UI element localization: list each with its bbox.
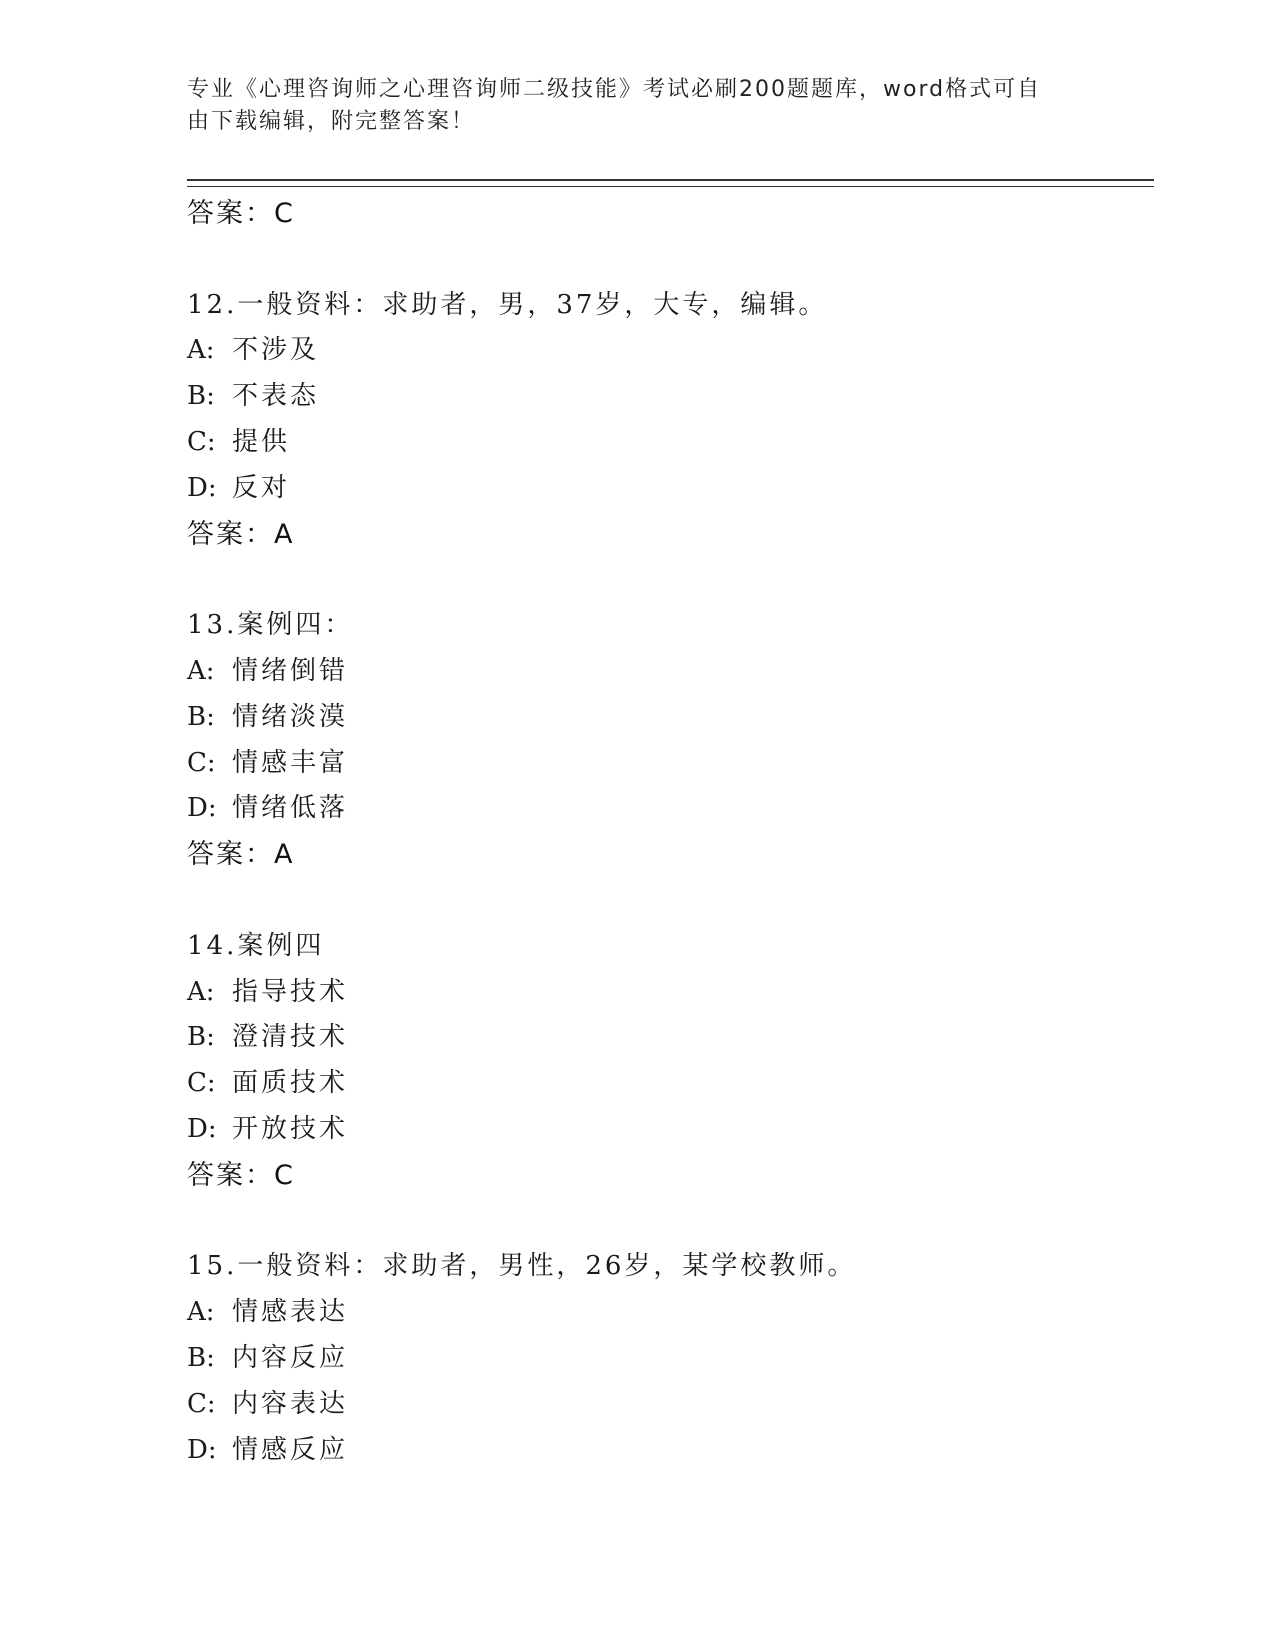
option-text: 澄清技术 — [232, 1022, 349, 1053]
option-label: D: — [187, 1113, 217, 1144]
question-stem: 12.一般资料：求助者，男，37岁，大专，编辑。 — [187, 289, 828, 320]
answer-line: 答案：A — [187, 518, 295, 550]
option-text: 情绪淡漠 — [232, 701, 349, 732]
spacer — [187, 557, 1147, 603]
document-header — [187, 74, 1067, 138]
spacer — [187, 237, 1147, 283]
option-c — [187, 741, 1147, 787]
header-line-2: 由下载编辑，附完整答案！ — [187, 109, 476, 134]
option-b — [187, 1015, 1147, 1061]
question-stem: 15.一般资料：求助者，男性，26岁，某学校教师。 — [187, 1251, 857, 1282]
option-text: 面质技术 — [232, 1068, 349, 1099]
answer-line: 答案：C — [187, 198, 295, 229]
option-label: A: — [187, 335, 215, 366]
option-label: A: — [187, 655, 215, 686]
option-text: 反对 — [232, 472, 291, 503]
option-b — [187, 374, 1147, 420]
option-text: 不表态 — [232, 381, 320, 412]
option-b — [187, 695, 1147, 741]
option-label: B: — [187, 701, 215, 732]
option-text: 指导技术 — [232, 976, 349, 1007]
option-label: B: — [187, 1342, 215, 1373]
question-block — [187, 924, 1147, 1199]
header-divider — [187, 179, 1154, 187]
option-label: D: — [187, 472, 217, 503]
option-d — [187, 1107, 1147, 1153]
spacer — [187, 1199, 1147, 1245]
option-c — [187, 420, 1147, 466]
answer-line: 答案：A — [187, 839, 295, 871]
option-label: D: — [187, 793, 217, 824]
option-label: B: — [187, 1022, 215, 1053]
option-text: 情绪低落 — [232, 793, 349, 824]
option-text: 提供 — [232, 426, 291, 457]
option-b — [187, 1336, 1147, 1382]
option-text: 内容表达 — [232, 1388, 349, 1419]
question-block — [187, 603, 1147, 878]
question-block — [187, 283, 1147, 558]
option-label: B: — [187, 381, 215, 412]
header-line-1: 专业《心理咨询师之心理咨询师二级技能》考试必刷200题题库，word格式可自 — [187, 77, 1042, 102]
option-label: A: — [187, 1297, 215, 1328]
option-c — [187, 1382, 1147, 1428]
option-label: C: — [187, 1388, 216, 1419]
option-label: C: — [187, 426, 216, 457]
option-a — [187, 1290, 1147, 1336]
option-text: 情绪倒错 — [232, 655, 349, 686]
option-label: A: — [187, 976, 215, 1007]
option-a — [187, 970, 1147, 1016]
question-block — [187, 1244, 1147, 1473]
option-d — [187, 466, 1147, 512]
option-text: 情感丰富 — [232, 747, 349, 778]
option-a — [187, 649, 1147, 695]
question-list — [187, 191, 1147, 1473]
option-text: 不涉及 — [232, 335, 320, 366]
answer-line: 答案：C — [187, 1159, 295, 1191]
option-a — [187, 328, 1147, 374]
option-label: D: — [187, 1434, 217, 1465]
option-text: 情感反应 — [232, 1434, 349, 1465]
option-d — [187, 786, 1147, 832]
question-stem: 14.案例四 — [187, 930, 325, 961]
option-text: 情感表达 — [232, 1297, 349, 1328]
option-label: C: — [187, 1068, 216, 1099]
option-d — [187, 1428, 1147, 1474]
spacer — [187, 878, 1147, 924]
option-label: C: — [187, 747, 216, 778]
option-c — [187, 1061, 1147, 1107]
option-text: 内容反应 — [232, 1342, 349, 1373]
question-stem: 13.案例四： — [187, 610, 354, 641]
option-text: 开放技术 — [232, 1113, 349, 1144]
